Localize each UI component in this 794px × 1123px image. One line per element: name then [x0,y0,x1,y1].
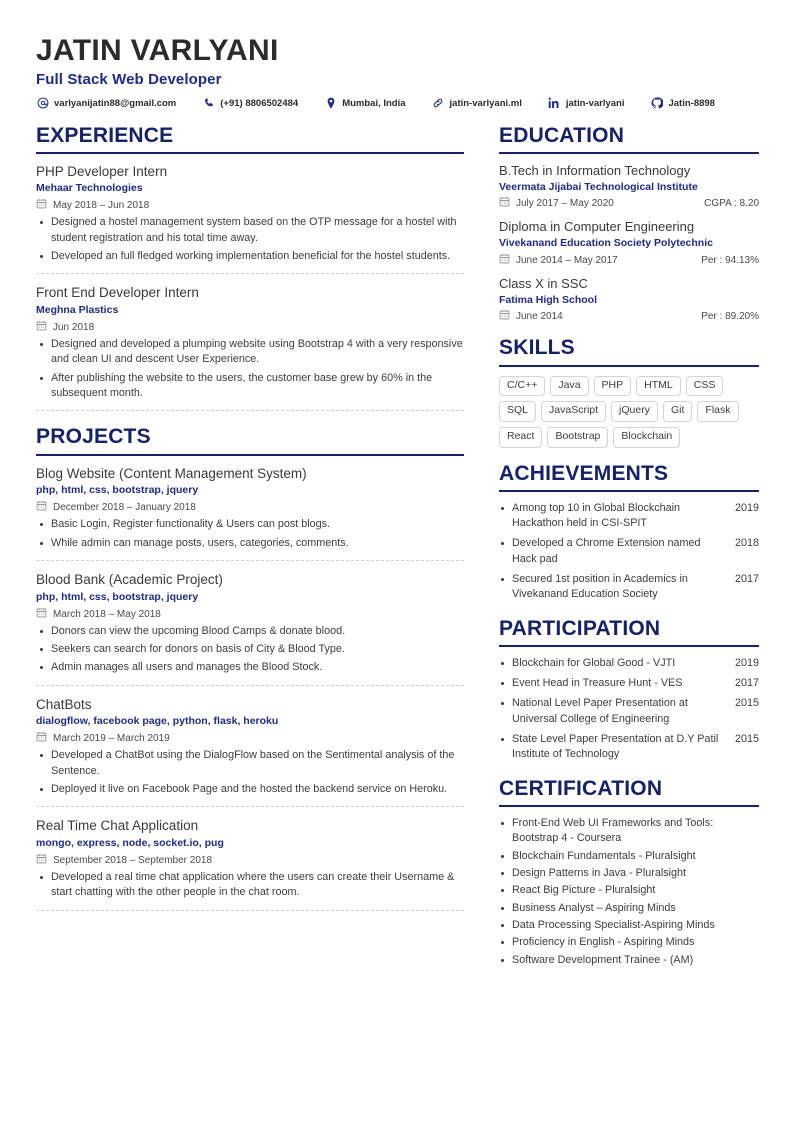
list-item: Software Development Trainee - (AM) [499,953,759,968]
entry-date: March 2018 – May 2018 [53,608,161,620]
calendar-icon [499,196,510,207]
entry-date: September 2018 – September 2018 [53,855,212,867]
education-entry [499,163,759,210]
achievement-list [499,501,759,603]
list-item-year: 2019 [734,501,759,514]
section-title-achievements: ACHIEVEMENTS [499,461,669,485]
entry-date: May 2018 – Jun 2018 [53,200,150,212]
professional-headline: Full Stack Web Developer [36,70,222,88]
resume-entry [36,571,464,676]
entry-date-row [36,499,464,513]
education-date-row [499,252,759,266]
entry-divider [36,410,464,411]
entry-divider [36,560,464,561]
list-item: Data Processing Specialist-Aspiring Minds [499,918,759,933]
left-column [36,124,464,925]
education-score: CGPA : 8.20 [704,198,759,210]
entry-divider [36,806,464,807]
resume-entry [36,163,464,265]
list-item-year: 2018 [734,537,759,550]
education-degree: Class X in SSC [499,275,588,291]
linkedin-icon [548,97,561,110]
entry-date-row [36,197,464,211]
list-item-year: 2017 [734,677,759,690]
github-icon [650,97,663,110]
entry-subtitle: php, html, css, bootstrap, jquery [36,590,199,603]
entry-date-row [36,730,464,744]
participation-list [499,656,759,763]
list-item-text: National Level Paper Presentation at Universal College of Engineering [512,697,688,725]
contact-item[interactable] [36,97,176,110]
list-item: Admin manages all users and manages the Blood Stock. [36,660,464,675]
contact-item[interactable] [202,97,298,110]
skill-chip: PHP [594,376,632,397]
section-rule [499,365,759,367]
phone-icon [202,97,215,110]
list-item: Basic Login, Register functionality & Users can post blogs. [36,517,464,532]
calendar-icon [36,607,47,618]
entry-subtitle: php, html, css, bootstrap, jquery [36,484,199,497]
entry-bullet-list [36,748,464,797]
resume-body [36,124,758,982]
section-title-certification: CERTIFICATION [499,776,663,800]
skill-chip: HTML [636,376,681,397]
contact-row [36,97,758,110]
contact-text: (+91) 8806502484 [220,97,299,109]
link-icon [432,97,445,110]
contact-item[interactable] [432,97,522,110]
education-entry [499,219,759,266]
education-date-row [499,308,759,322]
education-school: Vivekanand Education Society Polytechnic [499,237,713,250]
list-item: Designed and developed a plumping website using Bootstrap 4 with a very responsive and clean UI and descent User Experience. [36,337,464,368]
entry-bullet-list [36,337,464,401]
skill-chip: Java [550,376,588,397]
skill-chip: SQL [499,401,536,422]
resume-header [36,34,758,110]
entry-date: Jun 2018 [53,322,95,334]
section-rule [36,152,464,154]
resume-entry [36,696,464,798]
list-item-text: Blockchain for Global Good - VJTI [512,656,676,669]
education-date-row [499,195,759,209]
list-item: Front-End Web UI Frameworks and Tools: Bootstrap 4 - Coursera [499,816,759,847]
entry-date-row [36,319,464,333]
contact-text: jatin-varlyani.ml [449,97,522,109]
list-item-text: Among top 10 in Global Blockchain Hackathon held in CSI-SPIT [512,501,681,529]
entry-bullet-list [36,870,464,901]
list-item: Design Patterns in Java - Pluralsight [499,866,759,881]
project-entries [36,465,464,911]
skill-chip: CSS [686,376,724,397]
page-title: JATIN VARLYANI [36,34,279,67]
entry-title: ChatBots [36,696,92,712]
education-date: June 2014 [516,311,563,323]
list-item-year: 2015 [734,697,759,710]
calendar-icon [36,320,47,331]
list-item-text: State Level Paper Presentation at D.Y Patil Institute of Technology [512,733,719,761]
section-title-experience: EXPERIENCE [36,123,174,147]
entry-bullet-list [36,215,464,264]
list-item: Developed an full fledged working implementation beneficial for the hostel students. [36,249,464,264]
list-item [499,676,759,691]
list-item [499,572,759,603]
section-experience [36,124,464,412]
calendar-icon [499,253,510,264]
skill-chip: Blockchain [613,427,680,448]
education-entries [499,163,759,323]
entry-subtitle: dialogflow, facebook page, python, flask, heroku [36,715,279,728]
section-title-projects: PROJECTS [36,425,151,449]
entry-title: Front End Developer Intern [36,285,199,301]
section-education [499,124,759,323]
calendar-icon [499,309,510,320]
list-item: Developed a real time chat application where the users can create their Username & start chatting with the other people in the chat room. [36,870,464,901]
education-degree: Diploma in Computer Engineering [499,219,695,235]
section-certification [499,777,759,968]
entry-date: March 2019 – March 2019 [53,733,170,745]
list-item: Donors can view the upcoming Blood Camps & donate blood. [36,624,464,639]
skill-chip: C/C++ [499,376,545,397]
list-item: Designed a hostel management system based on the OTP message for a hostel with student registration and his total time away. [36,215,464,246]
resume-entry [36,817,464,900]
right-column [499,124,759,982]
calendar-icon [36,731,47,742]
list-item: React Big Picture - Pluralsight [499,883,759,898]
skill-chip: Bootstrap [547,427,608,448]
certification-list [499,816,759,968]
entry-title: PHP Developer Intern [36,163,168,179]
list-item [499,501,759,532]
entry-divider [36,273,464,274]
section-rule [499,645,759,647]
list-item: Developed a ChatBot using the DialogFlow based on the Sentimental analysis of the Sentence. [36,748,464,779]
contact-text: jatin-varlyani [565,97,625,109]
at-email-icon [36,97,49,110]
location-pin-icon [324,97,337,110]
education-school: Fatima High School [499,293,598,306]
list-item-year: 2017 [734,572,759,585]
contact-text: Jatin-8898 [668,97,715,109]
contact-item[interactable] [650,97,714,110]
education-score: Per : 89.20% [701,311,759,323]
resume-entry [36,284,464,401]
education-date: June 2014 – May 2017 [516,254,618,266]
skill-chip: JavaScript [541,401,606,422]
entry-date-row [36,606,464,620]
list-item: Proficiency in English - Aspiring Minds [499,935,759,950]
skill-chip-list [499,376,759,448]
calendar-icon [36,853,47,864]
entry-title: Blog Website (Content Management System) [36,465,307,481]
list-item-year: 2015 [734,733,759,746]
education-degree: B.Tech in Information Technology [499,162,691,178]
entry-title: Real Time Chat Application [36,818,199,834]
list-item [499,536,759,567]
education-entry [499,276,759,323]
section-title-participation: PARTICIPATION [499,616,661,640]
experience-entries [36,163,464,412]
entry-subtitle: Meghna Plastics [36,303,119,316]
skill-chip: jQuery [611,401,658,422]
education-date: July 2017 – May 2020 [516,198,614,210]
entry-bullet-list [36,517,464,551]
contact-text: varlyanijatin88@gmail.com [54,97,177,109]
section-title-education: EDUCATION [499,123,625,147]
skill-chip: React [499,427,542,448]
section-projects [36,425,464,910]
entry-subtitle: Mehaar Technologies [36,182,143,195]
education-score: Per : 94.13% [701,254,759,266]
entry-title: Blood Bank (Academic Project) [36,571,223,587]
section-rule [499,152,759,154]
entry-date: December 2018 – January 2018 [53,502,196,514]
contact-item[interactable] [548,97,625,110]
list-item [499,656,759,671]
list-item-year: 2019 [734,656,759,669]
list-item-text: Event Head in Treasure Hunt - VES [512,677,683,690]
resume-entry [36,465,464,551]
section-achievements [499,462,759,603]
section-rule [36,454,464,456]
calendar-icon [36,500,47,511]
list-item-text: Developed a Chrome Extension named Hack pad [512,537,701,565]
skill-chip: Flask [697,401,738,422]
entry-bullet-list [36,624,464,676]
list-item: Deployed it live on Facebook Page and the hosted the backend service on Heroku. [36,782,464,797]
section-title-skills: SKILLS [499,336,575,360]
section-rule [499,490,759,492]
list-item [499,696,759,727]
list-item [499,732,759,763]
list-item: Seekers can search for donors on basis of City & Blood Type. [36,642,464,657]
list-item: While admin can manage posts, users, categories, comments. [36,536,464,551]
list-item: Business Analyst – Aspiring Minds [499,901,759,916]
list-item-text: Secured 1st position in Academics in Vivekanand Education Society [512,572,688,601]
section-skills [499,336,759,447]
contact-item[interactable] [324,97,405,110]
entry-date-row [36,852,464,866]
entry-divider [36,685,464,686]
contact-text: Mumbai, India [342,97,406,109]
calendar-icon [36,198,47,209]
list-item: After publishing the website to the users, the customer base grew by 60% in the subsequent month. [36,371,464,402]
entry-divider [36,910,464,911]
list-item: Blockchain Fundamentals - Pluralsight [499,849,759,864]
education-school: Veermata Jijabai Technological Institute [499,180,698,193]
section-participation [499,617,759,763]
section-rule [499,805,759,807]
skill-chip: Git [663,401,692,422]
entry-subtitle: mongo, express, node, socket.io, pug [36,836,224,849]
